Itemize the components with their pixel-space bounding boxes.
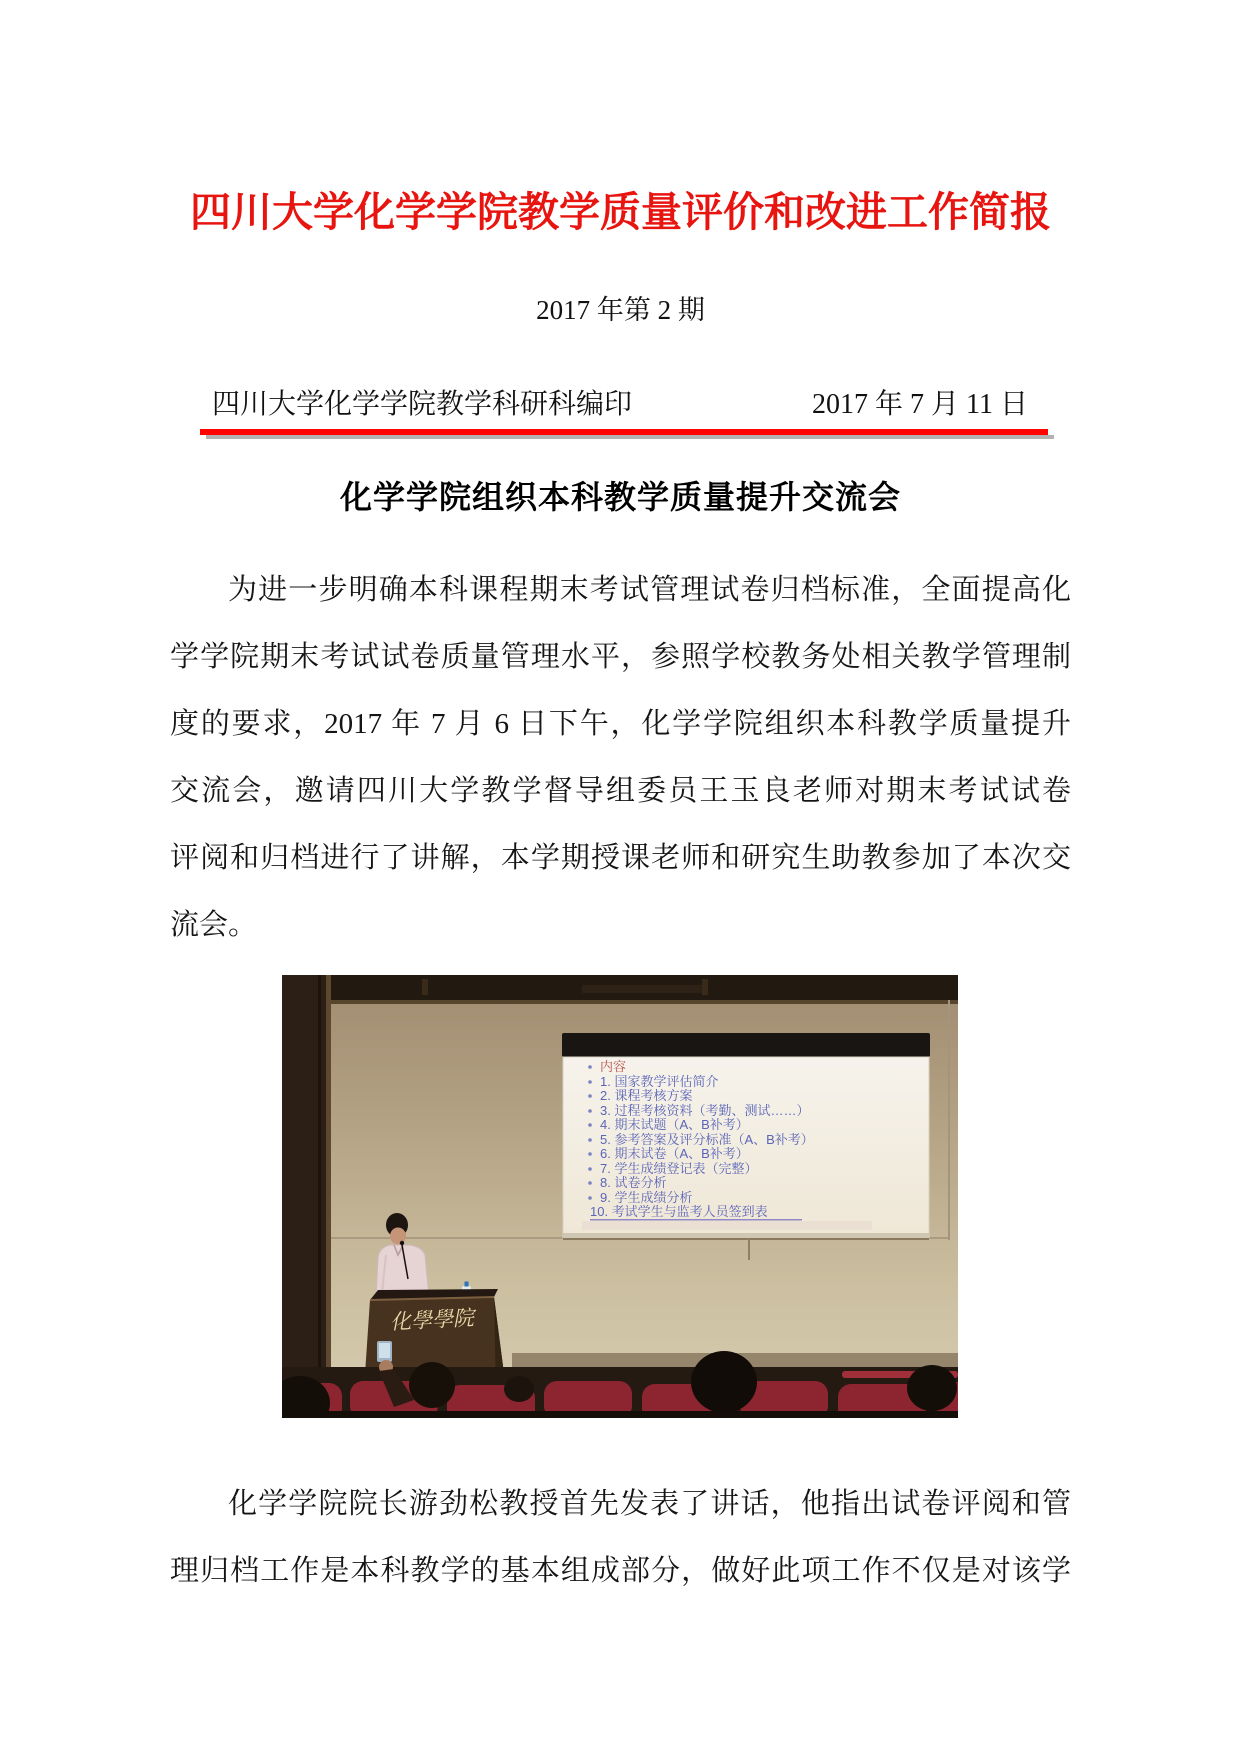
audience-head xyxy=(504,1376,534,1402)
body-line: 交流会，邀请四川大学教学督导组委员王玉良老师对期末考试试卷 xyxy=(170,775,1071,807)
body-paragraph-1 xyxy=(170,557,1071,959)
ceiling-edge xyxy=(282,1000,958,1004)
wall-column-edge xyxy=(326,975,331,1375)
slide-line: 3. 过程考核资料（考勤、测试……） xyxy=(600,1103,810,1118)
screen-bottom-edge xyxy=(563,1233,929,1238)
chair-row-shade xyxy=(282,1411,958,1418)
slide-line: 8. 试卷分析 xyxy=(600,1175,667,1190)
audience-head xyxy=(907,1365,957,1411)
body-line: 流会。 xyxy=(170,909,258,941)
slide-line: 内容 xyxy=(600,1059,627,1074)
issue-number: 2017 年第 2 期 xyxy=(536,295,705,325)
ceiling-panel-mark xyxy=(422,979,428,995)
screen-rod xyxy=(748,1238,750,1260)
article-heading: 化学学院组织本科教学质量提升交流会 xyxy=(339,479,901,515)
slide-underline xyxy=(590,1219,802,1221)
slide-line: 6. 期末试卷（A、B补考） xyxy=(600,1146,749,1161)
screen-top-bar xyxy=(562,1033,930,1057)
slide-line: 7. 学生成绩登记表（完整） xyxy=(600,1161,758,1176)
publish-date: 2017 年 7 月 11 日 xyxy=(812,389,1028,420)
audience-head xyxy=(409,1362,455,1408)
body-paragraph-2 xyxy=(170,1471,1071,1605)
slide-footer-band xyxy=(582,1221,872,1230)
podium-label: 化學學院 xyxy=(389,1305,475,1335)
slide-line: 5. 参考答案及评分标准（A、B补考） xyxy=(600,1132,814,1147)
red-divider xyxy=(200,429,1048,435)
divider-shadow xyxy=(206,435,1054,439)
body-line: 化学学院院长游劲松教授首先发表了讲话，他指出试卷评阅和管 xyxy=(228,1488,1071,1520)
wall-column-groove xyxy=(318,975,321,1375)
body-line: 度的要求，2017 年 7 月 6 日下午，化学学院组织本科教学质量提升 xyxy=(170,708,1071,740)
publisher-name: 四川大学化学学院教学科研科编印 xyxy=(212,389,633,420)
ceiling-panel-mark xyxy=(702,979,708,995)
event-photo xyxy=(282,975,958,1418)
phone-screen xyxy=(379,1343,390,1358)
body-line: 理归档工作是本科教学的基本组成部分，做好此项工作不仅是对该学 xyxy=(170,1555,1071,1587)
publisher-row xyxy=(212,388,1028,422)
slide-line: 10. 考试学生与监考人员签到表 xyxy=(590,1204,768,1219)
page-title: 四川大学化学学院教学质量评价和改进工作简报 xyxy=(190,189,1051,235)
slide-line: 4. 期末试题（A、B补考） xyxy=(600,1117,749,1132)
slide-line: 1. 国家教学评估简介 xyxy=(600,1074,719,1089)
body-line: 评阅和归档进行了讲解，本学期授课老师和研究生助教参加了本次交 xyxy=(170,842,1071,874)
audience-head xyxy=(691,1351,757,1413)
ceiling-panel-mark xyxy=(582,985,702,993)
body-line: 为进一步明确本科课程期末考试管理试卷归档标准，全面提高化 xyxy=(228,574,1071,606)
body-line: 学学院期末考试试卷质量管理水平，参照学校教务处相关教学管理制 xyxy=(170,641,1071,673)
wall-corner-line xyxy=(948,1000,950,1240)
slide-line: 9. 学生成绩分析 xyxy=(600,1190,693,1205)
screen-bottom-line xyxy=(563,1238,929,1240)
microphone-icon xyxy=(400,1241,404,1245)
slide-line: 2. 课程考核方案 xyxy=(600,1088,693,1103)
